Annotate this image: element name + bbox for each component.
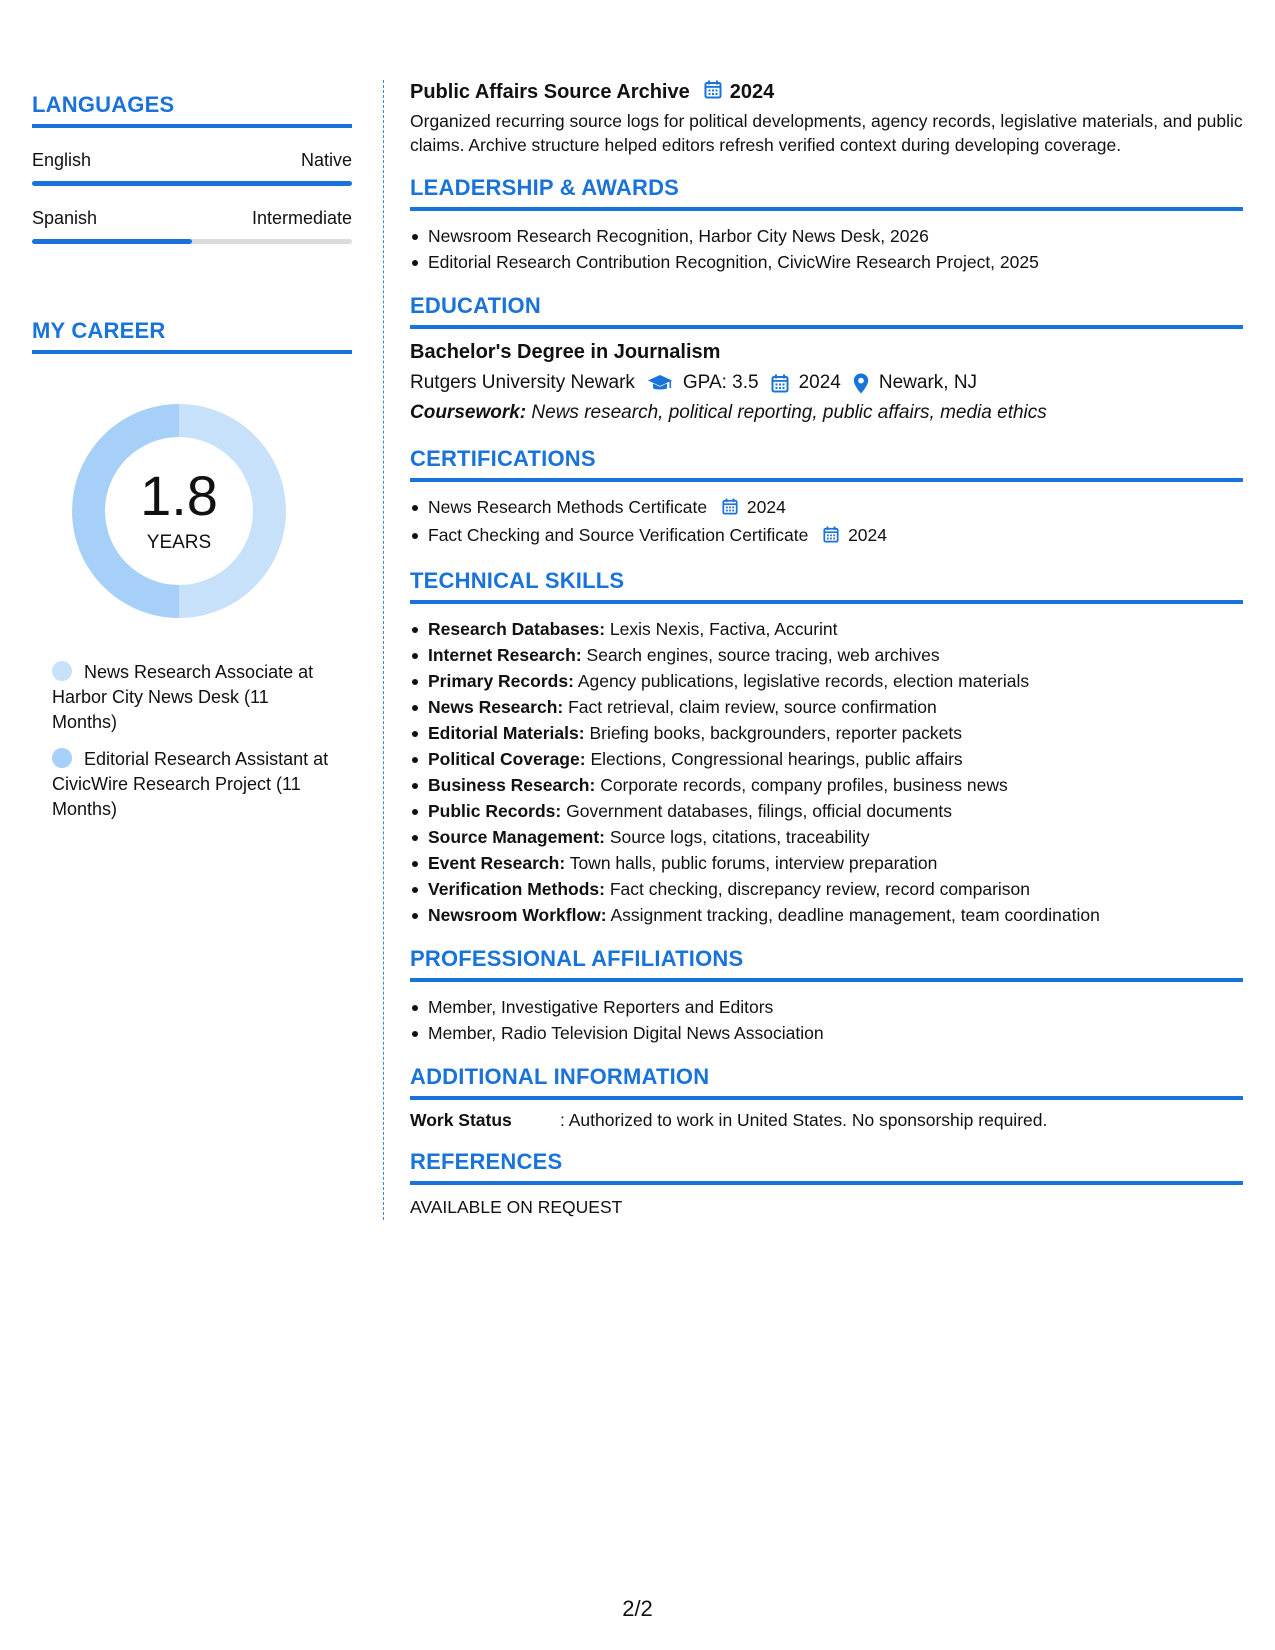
certification-year: 2024 <box>848 525 888 545</box>
career-legend <box>52 660 332 822</box>
language-name: Spanish <box>32 208 98 228</box>
affiliations-section <box>410 946 1243 1046</box>
work-status-row <box>410 1110 1243 1131</box>
skill-label: Source Management: <box>428 827 605 847</box>
language-proficiency-bar <box>32 239 352 244</box>
skill-label: Newsroom Workflow: <box>428 905 607 925</box>
career-donut-chart <box>66 398 292 624</box>
language-item <box>32 150 352 186</box>
graduation-cap-icon <box>647 374 673 392</box>
skill-value: Fact checking, discrepancy review, record comparison <box>609 879 1031 899</box>
education-heading: EDUCATION <box>410 293 1243 329</box>
affiliations-heading: PROFESSIONAL AFFILIATIONS <box>410 946 1243 982</box>
skill-item <box>428 694 1243 720</box>
skill-value: Assignment tracking, deadline management, team coordination <box>610 905 1100 925</box>
work-status-value: : Authorized to work in United States. No sponsorship required. <box>560 1110 1048 1130</box>
legend-dot <box>52 748 72 768</box>
skill-value: Briefing books, backgrounders, reporter packets <box>589 723 963 743</box>
skill-value: Elections, Congressional hearings, public affairs <box>590 749 963 769</box>
education-section <box>410 293 1243 424</box>
skill-label: Editorial Materials: <box>428 723 585 743</box>
certification-year: 2024 <box>746 497 786 517</box>
calendar-icon <box>704 80 722 105</box>
skill-item <box>428 876 1243 902</box>
language-name: English <box>32 150 92 170</box>
additional-heading: ADDITIONAL INFORMATION <box>410 1064 1243 1100</box>
coursework-label: Coursework: <box>410 402 527 423</box>
language-proficiency-fill <box>32 181 352 186</box>
skill-item <box>428 616 1243 642</box>
list-item: Member, Radio Television Digital News Association <box>428 1020 1243 1046</box>
skill-value: Source logs, citations, traceability <box>609 827 870 847</box>
certification-name: News Research Methods Certificate <box>428 497 708 517</box>
project-title: Public Affairs Source Archive <box>410 81 690 103</box>
career-legend-item <box>52 660 332 735</box>
list-item <box>428 522 1243 550</box>
skill-item <box>428 798 1243 824</box>
certifications-heading: CERTIFICATIONS <box>410 446 1243 482</box>
education-school: Rutgers University Newark <box>410 372 635 393</box>
leadership-list <box>410 223 1243 275</box>
skills-list <box>410 616 1243 928</box>
skill-value: Government databases, filings, official documents <box>566 801 952 821</box>
language-level: Intermediate <box>251 208 352 228</box>
skill-label: Public Records: <box>428 801 562 821</box>
certifications-list <box>410 494 1243 550</box>
language-proficiency-fill <box>32 239 192 244</box>
skill-value: Lexis Nexis, Factiva, Accurint <box>609 619 838 639</box>
skill-item <box>428 642 1243 668</box>
language-level: Native <box>300 150 352 170</box>
right-column <box>410 80 1243 1218</box>
skill-value: Search engines, source tracing, web archives <box>586 645 940 665</box>
references-section <box>410 1149 1243 1218</box>
skill-label: Political Coverage: <box>428 749 586 769</box>
skill-item <box>428 850 1243 876</box>
list-item: Member, Investigative Reporters and Editors <box>428 994 1243 1020</box>
coursework-text: News research, political reporting, public affairs, media ethics <box>531 402 1047 423</box>
skills-heading: TECHNICAL SKILLS <box>410 568 1243 604</box>
calendar-icon <box>771 374 789 393</box>
skill-value: Town halls, public forums, interview preparation <box>569 853 938 873</box>
skill-label: News Research: <box>428 697 564 717</box>
certification-name: Fact Checking and Source Verification Certificate <box>428 525 809 545</box>
certifications-section <box>410 446 1243 550</box>
language-row <box>32 208 352 229</box>
calendar-icon <box>823 524 839 550</box>
skill-item <box>428 772 1243 798</box>
calendar-icon <box>722 496 738 522</box>
left-column <box>32 0 352 834</box>
skill-item <box>428 824 1243 850</box>
list-item: Editorial Research Contribution Recognition, CivicWire Research Project, 2025 <box>428 249 1243 275</box>
skill-label: Research Databases: <box>428 619 606 639</box>
skill-label: Business Research: <box>428 775 596 795</box>
skill-label: Event Research: <box>428 853 566 873</box>
skill-label: Verification Methods: <box>428 879 605 899</box>
education-coursework <box>410 402 1243 424</box>
skill-label: Internet Research: <box>428 645 582 665</box>
project-year: 2024 <box>729 81 775 103</box>
skill-item <box>428 746 1243 772</box>
language-row <box>32 150 352 171</box>
column-divider <box>383 80 384 1220</box>
skill-value: Corporate records, company profiles, business news <box>600 775 1008 795</box>
skill-item <box>428 668 1243 694</box>
education-year: 2024 <box>798 372 841 393</box>
career-legend-label: Editorial Research Assistant at CivicWire Research Project (11 Months) <box>52 749 329 819</box>
career-total-unit: YEARS <box>146 532 212 553</box>
skill-label: Primary Records: <box>428 671 574 691</box>
education-details <box>410 372 1243 394</box>
leadership-heading: LEADERSHIP & AWARDS <box>410 175 1243 211</box>
languages-list <box>32 150 352 244</box>
references-heading: REFERENCES <box>410 1149 1243 1185</box>
language-item <box>32 208 352 244</box>
education-degree: Bachelor's Degree in Journalism <box>410 341 721 363</box>
project-description: Organized recurring source logs for political developments, agency records, legislative materials, and public claims. Archive structure helped editors refresh verified context during developing coverage. <box>410 111 1243 155</box>
affiliations-list <box>410 994 1243 1046</box>
career-legend-label: News Research Associate at Harbor City News Desk (11 Months) <box>52 662 314 732</box>
skill-item <box>428 902 1243 928</box>
project-header <box>410 80 1243 105</box>
list-item <box>428 494 1243 522</box>
location-pin-icon <box>853 373 869 394</box>
list-item: Newsroom Research Recognition, Harbor City News Desk, 2026 <box>428 223 1243 249</box>
references-text: AVAILABLE ON REQUEST <box>410 1197 623 1217</box>
education-location: Newark, NJ <box>878 372 978 393</box>
page-number: 2/2 <box>622 1596 653 1621</box>
career-total-years: 1.8 <box>140 464 218 527</box>
additional-section <box>410 1064 1243 1131</box>
education-gpa: GPA: 3.5 <box>682 372 759 393</box>
skill-item <box>428 720 1243 746</box>
leadership-section <box>410 175 1243 275</box>
career-legend-item <box>52 747 332 822</box>
languages-heading: LANGUAGES <box>32 92 352 128</box>
work-status-label: Work Status <box>410 1110 512 1130</box>
language-proficiency-bar <box>32 181 352 186</box>
skill-value: Fact retrieval, claim review, source confirmation <box>568 697 937 717</box>
skills-section <box>410 568 1243 928</box>
career-heading: MY CAREER <box>32 318 352 354</box>
legend-dot <box>52 661 72 681</box>
skill-value: Agency publications, legislative records, election materials <box>577 671 1030 691</box>
